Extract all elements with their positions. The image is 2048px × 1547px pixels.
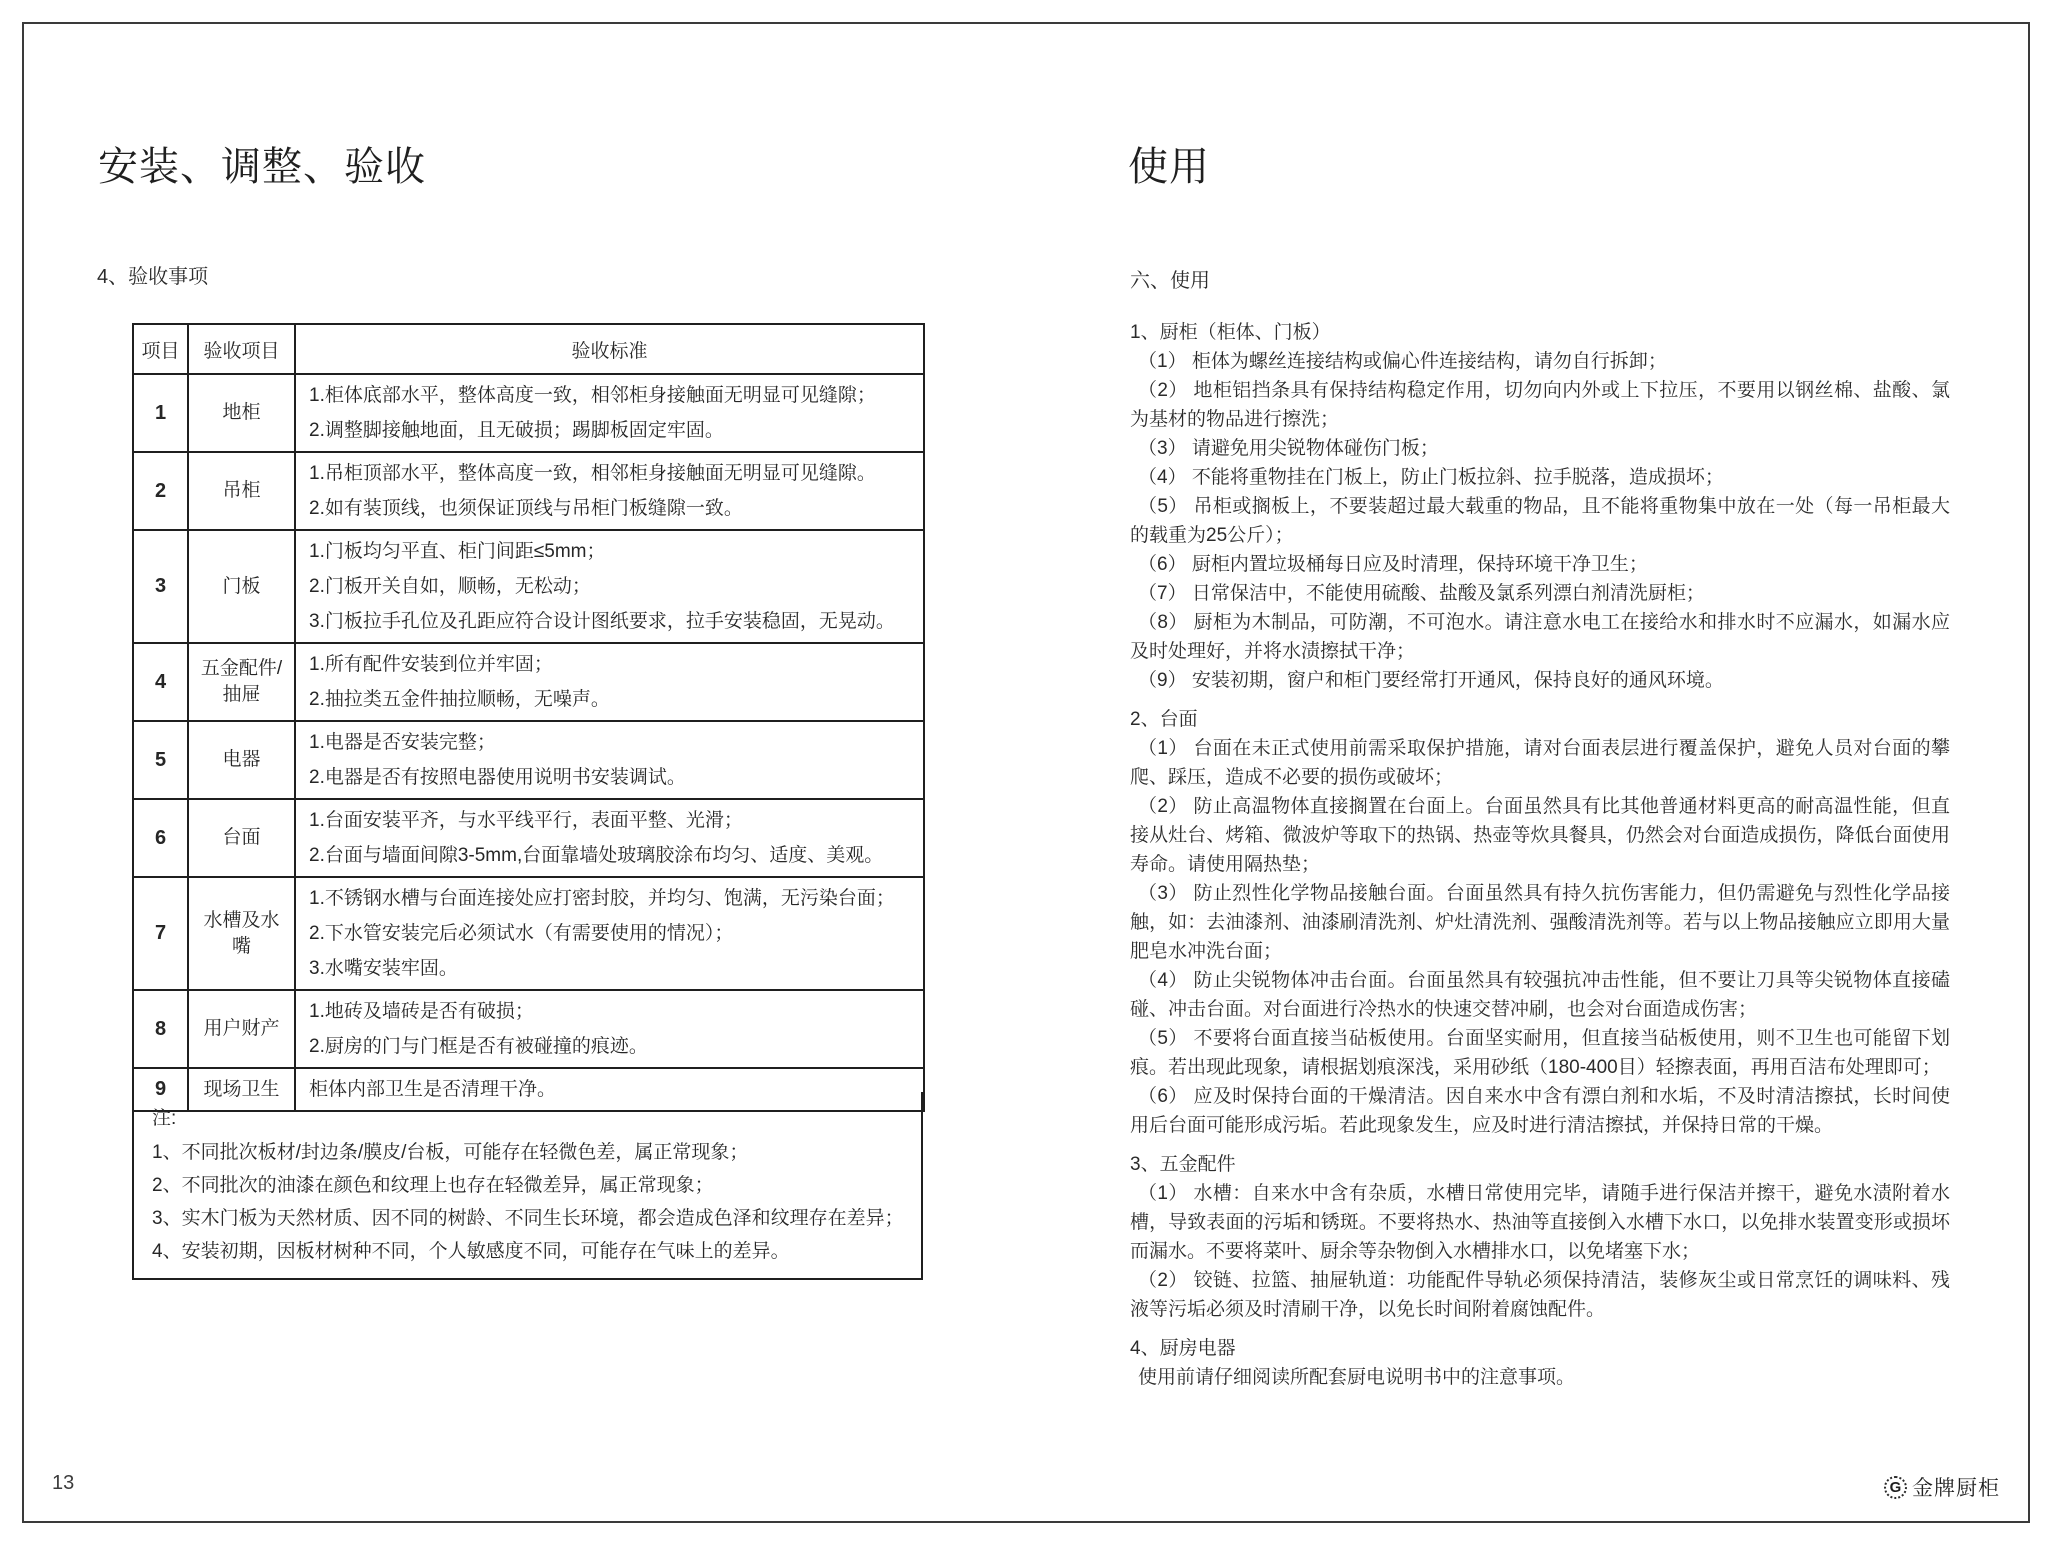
usage-block-heading: 4、厨房电器	[1130, 1338, 1236, 1359]
standard-line: 柜体内部卫生是否清理干净。	[309, 1079, 557, 1100]
standard-line: 2.门板开关自如，顺畅，无松动；	[309, 576, 591, 597]
standard-line: 2.电器是否有按照电器使用说明书安装调试。	[309, 767, 686, 788]
standards-list	[309, 725, 913, 795]
column-header-standard: 验收标准	[295, 324, 924, 374]
usage-paragraph: 使用前请仔细阅读所配套厨电说明书中的注意事项。	[1138, 1367, 1576, 1388]
row-standards-cell	[295, 374, 924, 452]
standards-list	[309, 534, 913, 639]
row-standards-cell	[295, 990, 924, 1068]
standard-line: 1.门板均匀平直、柜门间距≤5mm；	[309, 541, 606, 562]
usage-paragraph: （3） 请避免用尖锐物体碰伤门板；	[1138, 438, 1439, 459]
standards-list	[309, 456, 913, 526]
row-number: 7	[133, 877, 188, 990]
usage-paragraph: （5） 吊柜或搁板上，不要装超过最大载重的物品，且不能将重物集中放在一处（每一吊柜最大的载重为25公斤）；	[1130, 496, 1950, 546]
standard-line: 2.抽拉类五金件抽拉顺畅，无噪声。	[309, 689, 610, 710]
usage-paragraph: （7） 日常保洁中，不能使用硫酸、盐酸及氯系列漂白剂清洗厨柜；	[1138, 583, 1705, 604]
acceptance-section-label: 4、验收事项	[97, 266, 209, 288]
standards-list	[309, 647, 913, 717]
usage-block	[1130, 1334, 1950, 1392]
row-item-name: 五金配件/抽屉	[188, 643, 295, 721]
usage-paragraph: （9） 安装初期，窗户和柜门要经常打开通风，保持良好的通风环境。	[1138, 670, 1724, 691]
standards-list	[309, 803, 913, 873]
usage-paragraph: （5） 不要将台面直接当砧板使用。台面坚实耐用，但直接当砧板使用，则不卫生也可能留下划痕。若出现此现象，请根据划痕深浅，采用砂纸（180-400目）轻擦表面，再用百洁布处理即可；	[1130, 1028, 1950, 1078]
usage-block-heading: 2、台面	[1130, 709, 1198, 730]
standard-line: 2.厨房的门与门框是否有被碰撞的痕迹。	[309, 1036, 648, 1057]
usage-paragraph: （6） 厨柜内置垃圾桶每日应及时清理，保持环境干净卫生；	[1138, 554, 1648, 575]
standard-line: 1.所有配件安装到位并牢固；	[309, 654, 553, 675]
usage-block	[1130, 318, 1950, 695]
standards-list	[309, 994, 913, 1064]
usage-block-items	[1130, 1179, 1950, 1324]
standard-line: 2.下水管安装完后必须试水（有需要使用的情况）；	[309, 923, 734, 944]
notes-list	[152, 1136, 911, 1268]
row-number: 9	[133, 1068, 188, 1111]
note-line: 3、实木门板为天然材质、因不同的树龄、不同生长环境，都会造成色泽和纹理存在差异；	[152, 1208, 904, 1229]
usage-block-items	[1130, 347, 1950, 695]
row-standards-cell	[295, 530, 924, 643]
usage-paragraph: （1） 柜体为螺丝连接结构或偏心件连接结构，请勿自行拆卸；	[1138, 351, 1667, 372]
usage-paragraph: （6） 应及时保持台面的干燥清洁。因自来水中含有漂白剂和水垢，不及时清洁擦拭，长时间使用后台面可能形成污垢。若此现象发生，应及时进行清洁擦拭，并保持日常的干燥。	[1130, 1086, 1950, 1136]
usage-block-items	[1130, 1363, 1950, 1392]
standards-list	[309, 881, 913, 986]
usage-paragraph: （2） 铰链、拉篮、抽屉轨道：功能配件导轨必须保持清洁，装修灰尘或日常烹饪的调味料、残液等污垢必须及时清刷干净，以免长时间附着腐蚀配件。	[1130, 1270, 1950, 1320]
table-row	[133, 643, 924, 721]
usage-paragraph: （3） 防止烈性化学物品接触台面。台面虽然具有持久抗伤害能力，但仍需避免与烈性化学品接触，如：去油漆剂、油漆刷清洗剂、炉灶清洗剂、强酸清洗剂等。若与以上物品接触应立即用大量肥皂水冲洗台面；	[1130, 883, 1950, 962]
row-number: 5	[133, 721, 188, 799]
row-number: 1	[133, 374, 188, 452]
usage-paragraph: （2） 地柜铝挡条具有保持结构稳定作用，切勿向内外或上下拉压，不要用以钢丝棉、盐酸、氯为基材的物品进行擦洗；	[1130, 380, 1950, 430]
standard-line: 3.门板拉手孔位及孔距应符合设计图纸要求，拉手安装稳固，无晃动。	[309, 611, 895, 632]
right-page-title: 使用	[1128, 144, 1210, 189]
table-row	[133, 877, 924, 990]
note-line: 2、不同批次的油漆在颜色和纹理上也存在轻微差异，属正常现象；	[152, 1175, 714, 1196]
standard-line: 1.台面安装平齐，与水平线平行，表面平整、光滑；	[309, 810, 743, 831]
table-notes-box	[132, 1092, 923, 1280]
usage-section-heading: 六、使用	[1130, 270, 1210, 292]
standard-line: 1.地砖及墙砖是否有破损；	[309, 1001, 534, 1022]
usage-block-heading: 3、五金配件	[1130, 1154, 1236, 1175]
table-row	[133, 799, 924, 877]
row-item-name: 电器	[188, 721, 295, 799]
standard-line: 1.吊柜顶部水平，整体高度一致，相邻柜身接触面无明显可见缝隙。	[309, 463, 876, 484]
acceptance-table-body	[133, 374, 924, 1111]
row-item-name: 用户财产	[188, 990, 295, 1068]
row-item-name: 吊柜	[188, 452, 295, 530]
brand-footer	[1884, 1472, 2000, 1502]
row-standards-cell	[295, 877, 924, 990]
row-item-name: 地柜	[188, 374, 295, 452]
usage-body	[1130, 308, 1950, 1392]
row-number: 2	[133, 452, 188, 530]
note-line: 1、不同批次板材/封边条/膜皮/台板，可能存在轻微色差，属正常现象；	[152, 1142, 749, 1163]
brand-logo-icon: G	[1884, 1476, 1907, 1499]
usage-block-heading: 1、厨柜（柜体、门板）	[1130, 322, 1331, 343]
standard-line: 1.不锈钢水槽与台面连接处应打密封胶，并均匀、饱满，无污染台面；	[309, 888, 895, 909]
row-number: 6	[133, 799, 188, 877]
row-standards-cell	[295, 799, 924, 877]
column-header-no: 项目	[133, 324, 188, 374]
usage-paragraph: （8） 厨柜为木制品，可防潮，不可泡水。请注意水电工在接给水和排水时不应漏水，如漏水应及时处理好，并将水渍擦拭干净；	[1130, 612, 1950, 662]
note-line: 4、安装初期，因板材树种不同，个人敏感度不同，可能存在气味上的差异。	[152, 1241, 790, 1262]
row-item-name: 现场卫生	[188, 1068, 295, 1111]
standard-line: 3.水嘴安装牢固。	[309, 958, 458, 979]
usage-paragraph: （1） 台面在未正式使用前需采取保护措施，请对台面表层进行覆盖保护，避免人员对台面的攀爬、踩压，造成不必要的损伤或破坏；	[1130, 738, 1950, 788]
notes-title: 注:	[152, 1108, 177, 1129]
usage-block	[1130, 1150, 1950, 1324]
row-standards-cell	[295, 643, 924, 721]
table-row	[133, 452, 924, 530]
usage-paragraph: （2） 防止高温物体直接搁置在台面上。台面虽然具有比其他普通材料更高的耐高温性能，但直接从灶台、烤箱、微波炉等取下的热锅、热壶等炊具餐具，仍然会对台面造成损伤，降低台面使用寿命。请使用隔热垫；	[1130, 796, 1950, 875]
standard-line: 2.台面与墙面间隙3-5mm,台面靠墙处玻璃胶涂布均匀、适度、美观。	[309, 845, 884, 866]
standard-line: 1.电器是否安装完整；	[309, 732, 496, 753]
usage-paragraph: （4） 防止尖锐物体冲击台面。台面虽然具有较强抗冲击性能，但不要让刀具等尖锐物体直接磕碰、冲击台面。对台面进行冷热水的快速交替冲刷，也会对台面造成伤害；	[1130, 970, 1950, 1020]
row-number: 4	[133, 643, 188, 721]
left-page-title: 安装、调整、验收	[98, 144, 426, 189]
standard-line: 1.柜体底部水平，整体高度一致，相邻柜身接触面无明显可见缝隙；	[309, 385, 876, 406]
brand-name: 金牌厨柜	[1912, 1477, 2000, 1500]
table-row	[133, 530, 924, 643]
row-number: 8	[133, 990, 188, 1068]
row-item-name: 门板	[188, 530, 295, 643]
acceptance-table	[132, 323, 925, 1112]
row-item-name: 水槽及水嘴	[188, 877, 295, 990]
page-number: 13	[52, 1472, 75, 1494]
usage-paragraph: （4） 不能将重物挂在门板上，防止门板拉斜、拉手脱落，造成损坏；	[1138, 467, 1724, 488]
row-standards-cell	[295, 452, 924, 530]
column-header-item: 验收项目	[188, 324, 295, 374]
usage-block-items	[1130, 734, 1950, 1140]
row-standards-cell	[295, 721, 924, 799]
row-item-name: 台面	[188, 799, 295, 877]
table-row	[133, 374, 924, 452]
row-number: 3	[133, 530, 188, 643]
usage-paragraph: （1） 水槽：自来水中含有杂质，水槽日常使用完毕，请随手进行保洁并擦干，避免水渍附着水槽，导致表面的污垢和锈斑。不要将热水、热油等直接倒入水槽下水口，以免排水装置变形或损坏而漏水。不要将菜叶、厨余等杂物倒入水槽排水口，以免堵塞下水；	[1130, 1183, 1950, 1262]
standard-line: 2.调整脚接触地面，且无破损；踢脚板固定牢固。	[309, 420, 724, 441]
standards-list	[309, 378, 913, 448]
usage-block	[1130, 705, 1950, 1140]
standard-line: 2.如有装顶线，也须保证顶线与吊柜门板缝隙一致。	[309, 498, 743, 519]
acceptance-table-header	[133, 324, 924, 374]
table-row	[133, 990, 924, 1068]
table-row	[133, 721, 924, 799]
